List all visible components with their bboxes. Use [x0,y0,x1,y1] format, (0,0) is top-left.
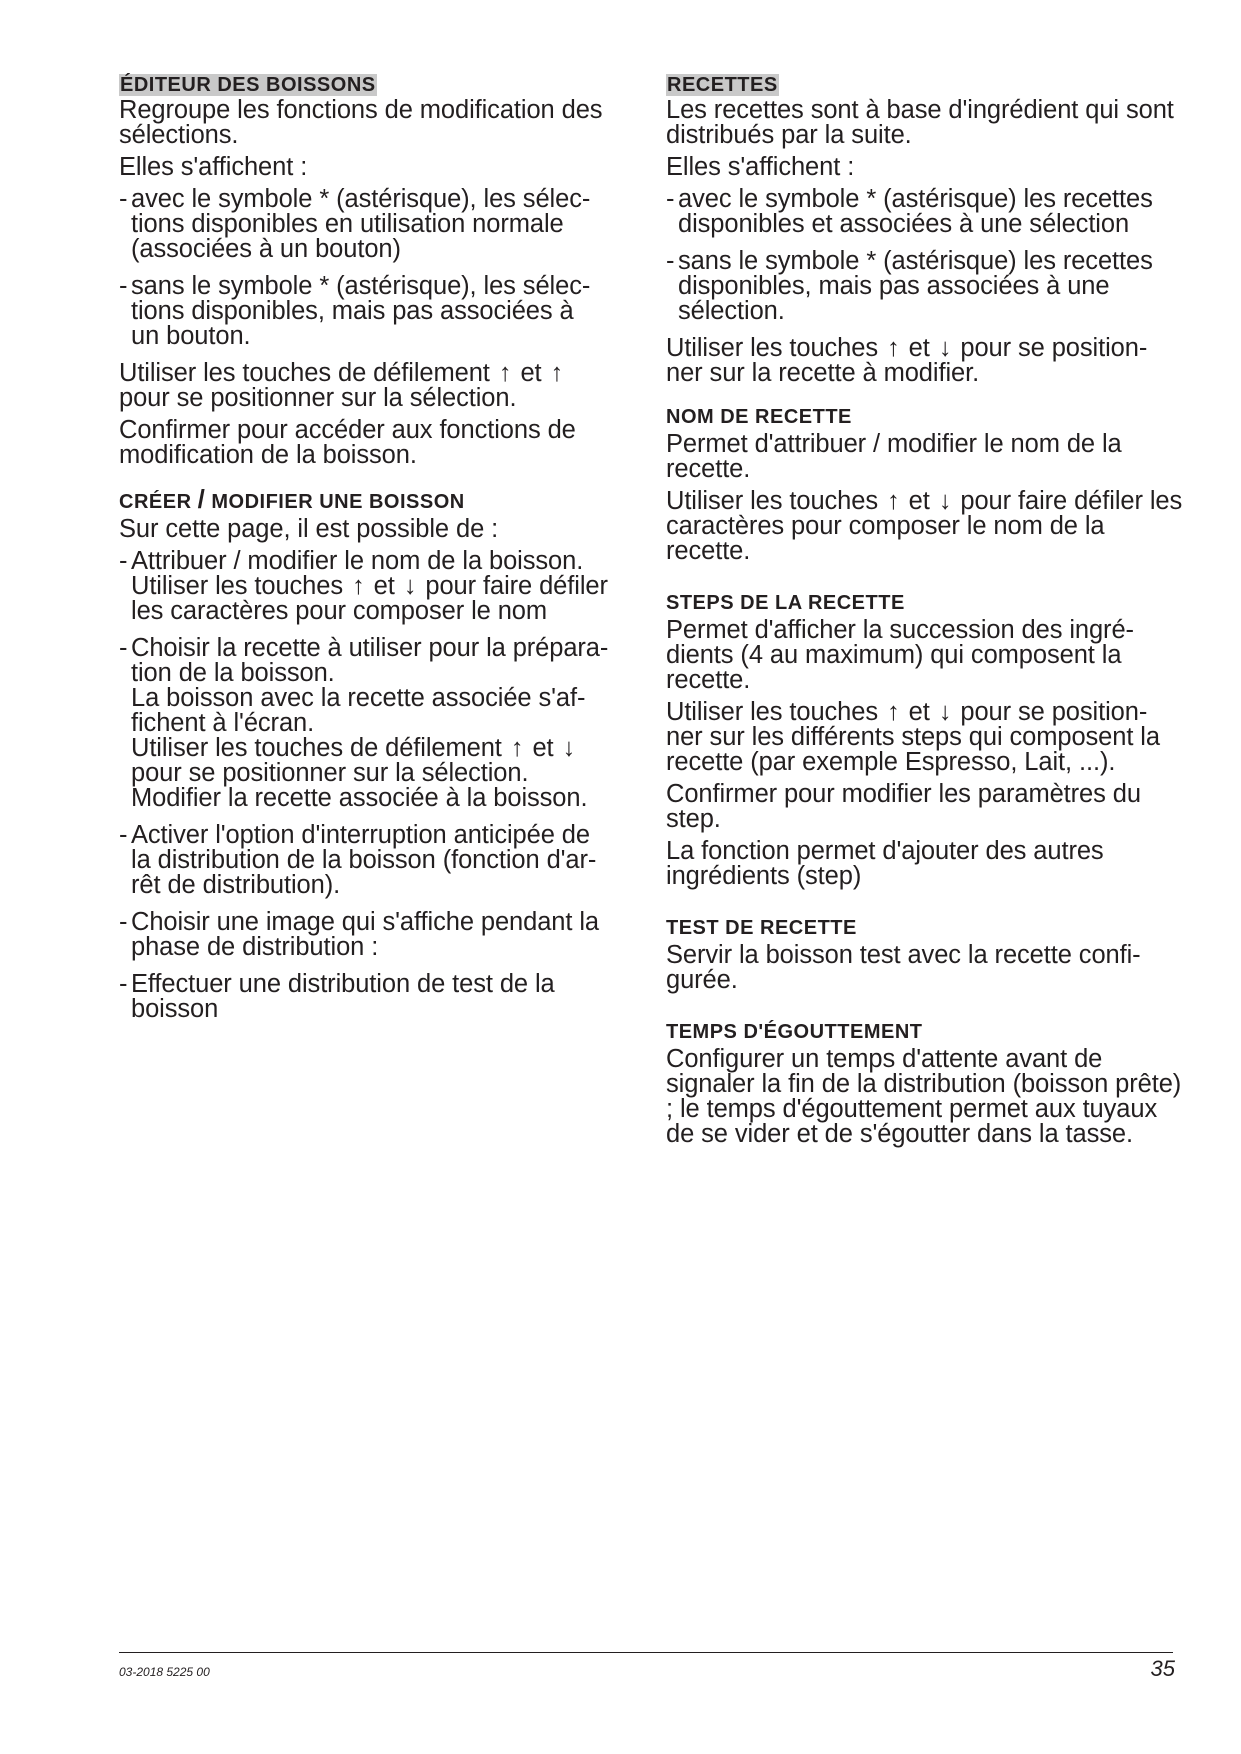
arrow-up-icon: ↑ [887,698,900,726]
list-item: - Choisir une image qui s'affiche pendant la phase de distribution : [119,908,599,961]
right-column [666,74,1186,1154]
paragraph: Permet d'attribuer / modifier le nom de la recette. [666,430,1122,483]
scroll-instruction: Utiliser les touches de défilement ↑ et ↑ pour se positionner sur la sélection. [119,359,564,412]
page-number: 35 [1150,1656,1175,1681]
section-heading-editeur: ÉDITEUR DES BOISSONS [120,74,376,96]
list-item: - Effectuer une distribution de test de la boisson [119,970,555,1023]
sub-heading-steps: STEPS DE LA RECETTE [666,592,905,614]
arrow-down-icon: ↓ [562,734,576,762]
paragraph: La fonction permet d'ajouter des autres ingrédients (step) [666,837,1104,890]
intro-paragraph: Elles s'affichent : [666,153,855,181]
left-column [119,74,639,1034]
paragraph: Utiliser les touches ↑ et ↓ pour faire défiler les caractères pour composer le nom de la recette. [666,487,1183,565]
paragraph: Configurer un temps d'attente avant de signaler la fin de la distribution (boisson prête) ; le temps d'égouttement permet aux tuyaux de se vider et de s'égoutter dans la tasse. [666,1045,1182,1148]
list-item: - sans le symbole * (astérisque) les recettes disponibles, mais pas associées à une sélection. [666,247,1153,325]
intro-paragraph: Elles s'affichent : [119,153,308,181]
nav-instruction: Utiliser les touches ↑ et ↓ pour se position- ner sur la recette à modifier. [666,334,1148,387]
paragraph: Confirmer pour modifier les paramètres du step. [666,780,1141,833]
intro-paragraph: Regroupe les fonctions de modification des sélections. [119,96,603,149]
paragraph: Utiliser les touches ↑ et ↓ pour se position- ner sur les différents steps qui composent la recette (par exemple Espresso, Lait, ...). [666,698,1160,776]
list-item: - Activer l'option d'interruption anticipée de la distribution de la boisson (fonction d'ar- rêt de distribution). [119,821,597,899]
list-item: - avec le symbole * (astérisque), les sélec- tions disponibles en utilisation normale (associées à un bouton) [119,185,591,263]
sub-heading-temps: TEMPS D'ÉGOUTTEMENT [666,1021,923,1043]
arrow-up-icon: ↑ [510,734,524,762]
sub-heading-test: TEST DE RECETTE [666,917,857,939]
section-heading-recettes: RECETTES [667,74,778,96]
confirm-paragraph: Confirmer pour accéder aux fonctions de modification de la boisson. [119,416,576,469]
sub-intro: Sur cette page, il est possible de : [119,515,499,543]
list-item: - sans le symbole * (astérisque), les sélec- tions disponibles, mais pas associées à un bouton. [119,272,591,350]
list-item: - Choisir la recette à utiliser pour la prépara- tion de la boisson. La boisson avec la recette associée s'af- fichent à l'écran. Utiliser les touches de défilement ↑ et ↓ pour se positionner sur la sélection. Modifier la recette associée à la boisson. [119,634,609,812]
footer-document-code: 03-2018 5225 00 [119,1665,210,1679]
arrow-up-icon: ↑ [887,334,900,362]
arrow-up-icon: ↑ [887,487,900,515]
arrow-down-icon: ↓ [938,334,952,362]
paragraph: Servir la boisson test avec la recette confi- gurée. [666,941,1141,994]
arrow-down-icon: ↓ [403,572,417,600]
sub-heading-nom-recette: NOM DE RECETTE [666,406,852,428]
arrow-up-icon: ↑ [550,359,564,387]
arrow-down-icon: ↓ [938,487,952,515]
arrow-up-icon: ↑ [352,572,365,600]
arrow-up-icon: ↑ [498,359,512,387]
list-item: - avec le symbole * (astérisque) les recettes disponibles et associées à une sélection [666,185,1153,238]
arrow-down-icon: ↓ [938,698,952,726]
paragraph: Permet d'afficher la succession des ingré- dients (4 au maximum) qui composent la recette. [666,616,1134,694]
list-item: - Attribuer / modifier le nom de la boisson. Utiliser les touches ↑ et ↓ pour faire défiler les caractères pour composer le nom [119,547,608,625]
footer-divider [119,1652,1173,1653]
intro-paragraph: Les recettes sont à base d'ingrédient qui sont distribués par la suite. [666,96,1174,149]
sub-heading-creer-modifier: CRÉER / MODIFIER UNE BOISSON [119,484,465,514]
